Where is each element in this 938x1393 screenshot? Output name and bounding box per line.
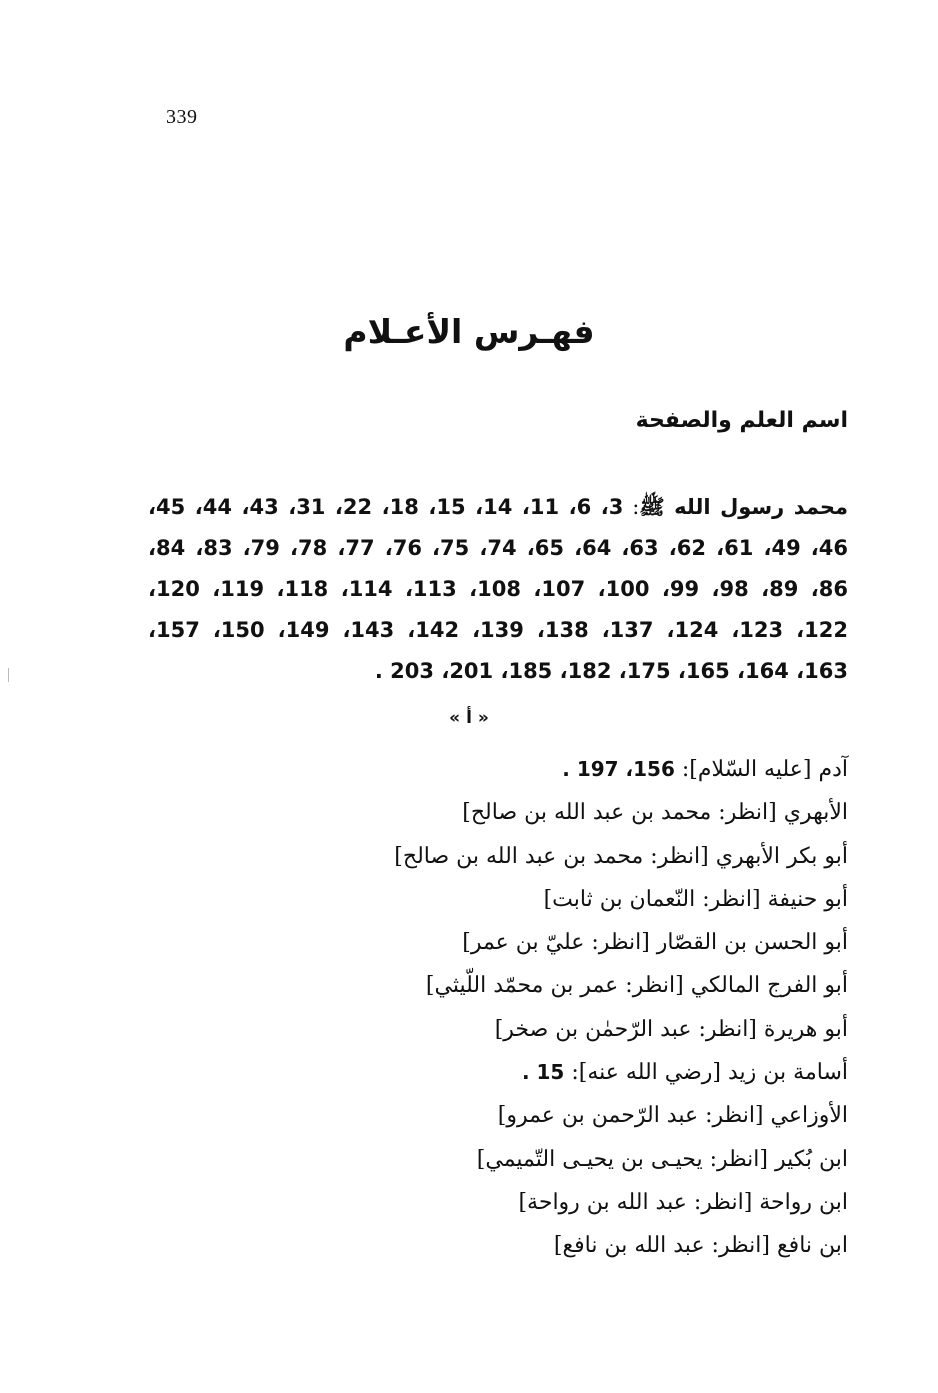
index-entry (394, 1138, 848, 1181)
index-entry (394, 921, 848, 964)
entry-name: أبو الفرج المالكي [انظر: عمر بن محمّد اللّيثي] (425, 973, 848, 999)
prophet-page-list: 3، 6، 11، 14، 15، 18، 22، 31، 43، 44، 45، 46، 49، 61، 62، 63، 64، 65، 74، 75، 76، 77، 78، 79، 83، 84، 86، 89، 98، 99، 100، 107، 108، 113، 114، 118، 119، 120، 122، 123، 124، 137، 138، 139، 142، 143، 149، 150، 157، 163، 164، 165، 175، 182، 185، 201، 203 . (148, 495, 849, 683)
entry-name: ابن بُكير [انظر: يحيـى بن يحيـى التّميمي] (476, 1146, 848, 1172)
prophet-name: محمد رسول الله ﷺ (639, 495, 849, 519)
entry-name: أبو حنيفة [انظر: النّعمان بن ثابت] (543, 886, 848, 912)
entry-name: آدم [عليه السّلام]: (674, 757, 848, 782)
index-entry (394, 1224, 848, 1267)
entry-name: الأوزاعي [انظر: عبد الرّحمن بن عمرو] (497, 1103, 848, 1129)
index-entry (394, 1051, 848, 1094)
entry-name: ابن رواحة [انظر: عبد الله بن رواحة] (518, 1189, 848, 1215)
column-heading: اسم العلم والصفحة (635, 408, 848, 433)
index-entry (394, 1094, 848, 1137)
index-entry (394, 1008, 848, 1051)
entry-pages: 15 . (521, 1060, 565, 1085)
margin-mark (8, 668, 9, 682)
entry-name: أبو هريرة [انظر: عبد الرّحمٰن بن صخر] (494, 1016, 848, 1042)
index-entry (394, 835, 848, 878)
index-entry (394, 1181, 848, 1224)
section-letter-heading: « أ » (449, 708, 489, 728)
index-entry (394, 878, 848, 921)
entry-name: أبو الحسن بن القصّار [انظر: عليّ بن عمر] (462, 930, 848, 956)
entry-name: الأبهري [انظر: محمد بن عبد الله بن صالح] (462, 800, 848, 826)
page-title: فهـرس الأعـلام (343, 312, 595, 351)
page-number: 339 (166, 106, 198, 128)
index-entry (394, 791, 848, 834)
index-entry-list (394, 748, 848, 1268)
entry-name: أبو بكر الأبهري [انظر: محمد بن عبد الله بن صالح] (394, 843, 848, 869)
index-entry (394, 964, 848, 1007)
entry-name: أسامة بن زيد [رضي الله عنه]: (564, 1060, 848, 1086)
index-entry (394, 748, 848, 791)
prophet-index-entry: محمد رسول الله ﷺ: 3، 6، 11، 14، 15، 18، 22، 31، 43، 44، 45، 46، 49، 61، 62، 63، 64، 65، 74، 75، 76، 77، 78، 79، 83، 84، 86، 89، 98، 99، 100، 107، 108، 113، 114، 118، 119، 120، 122، 123، 124، 137، 138، 139، 142، 143، 149، 150، 157، 163، 164، 165، 175، 182، 185، 201، 203 . (148, 495, 849, 683)
entry-name: ابن نافع [انظر: عبد الله بن نافع] (553, 1233, 848, 1259)
entry-pages: 156، 197 . (562, 757, 675, 781)
